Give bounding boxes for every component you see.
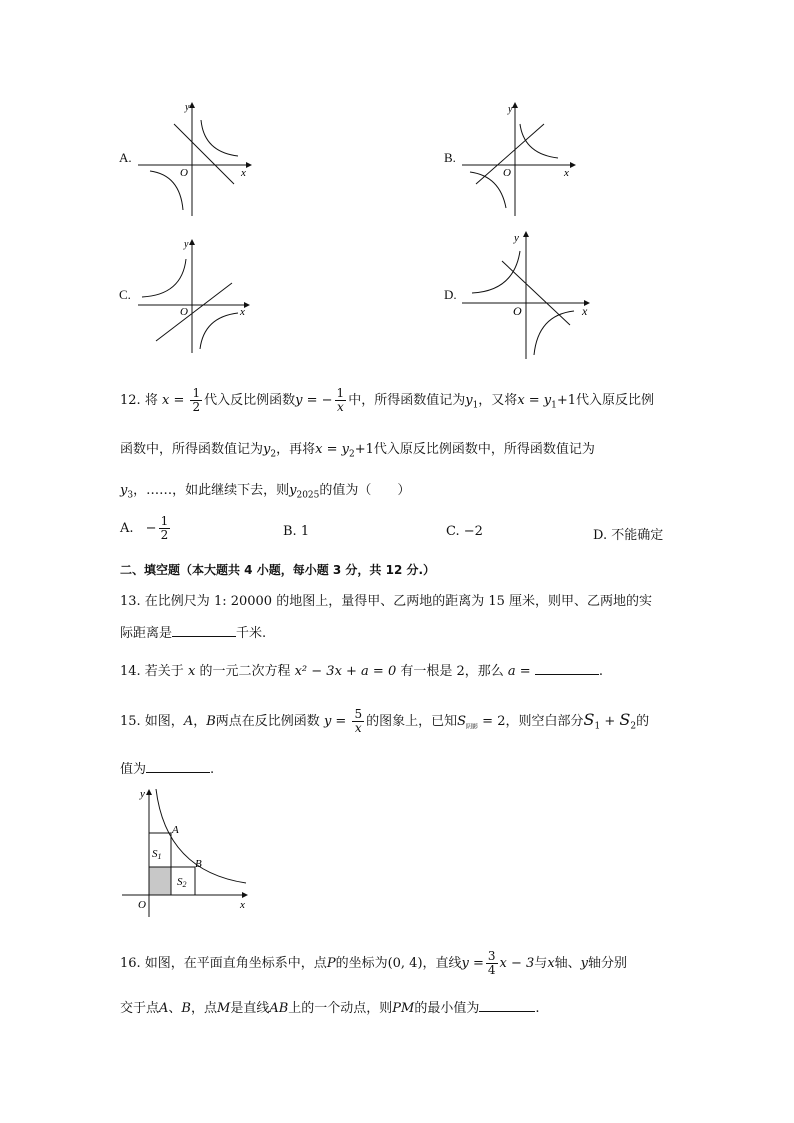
graph-c-origin: O	[180, 306, 188, 318]
q13-text: 千米.	[236, 626, 267, 641]
graph-c-x-label: x	[240, 306, 245, 318]
q15-text: 的	[636, 714, 650, 729]
q16-text: 的最小值为	[414, 1001, 480, 1016]
q16-line1	[120, 950, 627, 977]
q15-s2: S	[619, 710, 631, 729]
section-2-title: 二、填空题（本大题共 4 小题，每小题 3 分，共 12 分.）	[120, 563, 436, 577]
q12-text: +1代入原反比例函数中，所得函数值记为	[354, 442, 595, 457]
q12-text: ，再将	[276, 442, 316, 457]
q14-line	[120, 660, 603, 682]
q15-fig-s2-label: S2	[177, 876, 187, 889]
q12-text: 中，所得函数值记为	[348, 393, 466, 408]
q16-line-ab: AB	[269, 1001, 289, 1016]
q12-line2	[120, 440, 595, 465]
q12-option-c: C. −2	[446, 524, 483, 539]
q12-half-num: 1	[192, 386, 201, 400]
q12-y3: y	[120, 483, 128, 498]
q12-option-a-num: 1	[160, 514, 169, 528]
q15-s1: S	[583, 710, 595, 729]
q15-text: 15. 如图，	[120, 714, 184, 729]
q12-text: 将	[144, 393, 158, 408]
q15-text: .	[210, 762, 215, 777]
graph-b	[462, 100, 577, 218]
q16-fraction	[486, 950, 498, 977]
q12-text: +1代入原反比例	[556, 393, 655, 408]
q12-y2025-sub: 2025	[296, 490, 320, 501]
q12-text: 的值为（ ）	[319, 483, 411, 498]
q12-inv-den: x	[336, 400, 344, 414]
q12-option-a-sign: −	[145, 521, 157, 536]
q15-text: ，则空白部分	[505, 714, 584, 729]
q14-a-eq: a =	[507, 664, 531, 679]
q12-option-d: D. 不能确定	[593, 528, 664, 543]
q12-inv-fraction	[335, 387, 347, 414]
q16-num: 3	[487, 949, 496, 963]
q14-text: 的一元二次方程	[199, 664, 291, 679]
q12-option-a-fraction	[159, 515, 171, 542]
q16-text: 交于点	[120, 1001, 160, 1016]
q12-y2025: y	[289, 483, 297, 498]
q15-text: = 2	[478, 714, 506, 729]
graph-c	[138, 237, 253, 355]
q15-y-eq: y =	[323, 714, 347, 729]
q12-text: ，……，如此继续下去，则	[133, 483, 290, 498]
q12-y-eq: y = −	[295, 393, 333, 408]
option-d-label: D.	[444, 287, 457, 302]
q15-text: 值为	[120, 762, 147, 777]
q16-text: 上的一个动点，则	[288, 1001, 393, 1016]
graph-d	[462, 229, 592, 361]
q15-fig-origin: O	[138, 899, 146, 911]
q15-figure	[118, 785, 253, 920]
q15-point-a: A	[183, 714, 194, 729]
q16-y-eq: y =	[461, 956, 484, 971]
q12-y2-sub: 2	[270, 449, 277, 460]
q15-point-b: B	[206, 714, 216, 729]
graph-b-x-label: x	[564, 167, 569, 179]
graph-d-y-label: y	[514, 232, 519, 244]
q16-point-m: M	[217, 1001, 231, 1016]
q13-answer-blank[interactable]	[172, 622, 236, 637]
q16-expr: x − 3	[499, 956, 535, 971]
q12-y2: y	[263, 442, 271, 457]
q15-answer-blank[interactable]	[146, 758, 210, 773]
q15-fraction	[352, 708, 364, 735]
q12-option-a-den: 2	[160, 528, 169, 542]
q13-text: 际距离是	[120, 626, 173, 641]
q15-s2-sub: 2	[630, 721, 637, 732]
q16-point-b: B	[181, 1001, 191, 1016]
q15-s-shade-sub: 阴影	[466, 723, 479, 731]
graph-d-x-label: x	[582, 304, 588, 318]
q14-text: 有一根是 2，那么	[400, 664, 504, 679]
q16-text: 轴、	[554, 956, 581, 971]
q12-line1	[120, 387, 654, 416]
q15-fig-s1-label: S1	[152, 848, 162, 861]
q15-text: 两点在反比例函数	[215, 714, 320, 729]
q15-fig-point-a: A	[172, 824, 179, 836]
q12-option-a-label: A.	[120, 521, 134, 536]
q14-text: 14. 若关于	[120, 664, 184, 679]
q12-y1-sub: 1	[472, 400, 479, 411]
q14-equation: x² − 3x + a = 0	[294, 664, 397, 679]
q14-text: .	[598, 664, 603, 679]
graph-d-origin: O	[513, 304, 522, 318]
q12-line3	[120, 481, 410, 506]
option-c-label: C.	[119, 287, 131, 302]
q15-text: 的图象上，已知	[366, 714, 458, 729]
q16-x: x	[547, 956, 555, 971]
q15-line1	[120, 708, 649, 738]
q15-fig-y-label: y	[140, 788, 145, 800]
q14-x: x	[187, 664, 196, 679]
option-b-label: B.	[444, 150, 456, 165]
q16-den: 4	[487, 963, 496, 977]
q16-text: 16. 如图，在平面直角坐标系中，点	[120, 956, 327, 971]
q12-option-b: B. 1	[283, 524, 310, 539]
q12-inv-num: 1	[336, 386, 345, 400]
q13-line1: 13. 在比例尺为 1: 20000 的地图上，量得甲、乙两地的距离为 15 厘米，则甲、乙两地的实	[120, 594, 653, 609]
q16-text: 、	[168, 1001, 182, 1016]
graph-a-origin: O	[180, 167, 188, 179]
q13-line2	[120, 622, 266, 644]
q16-text: .	[535, 1001, 540, 1016]
q15-shaded-region	[149, 867, 171, 895]
option-a-label: A.	[119, 150, 132, 165]
q15-plus: +	[600, 714, 620, 729]
q16-text: 轴分别	[588, 956, 628, 971]
q16-answer-blank[interactable]	[479, 997, 535, 1012]
q12-y1: y	[465, 393, 473, 408]
q15-line2	[120, 758, 214, 780]
q14-answer-blank[interactable]	[535, 660, 599, 675]
q12-x-eq-y1: x = y	[517, 393, 552, 408]
q12-x-eq: x =	[161, 393, 185, 408]
q16-text: 的坐标为(0, 4)，直线	[335, 956, 462, 971]
q15-s1-sub: 1	[594, 721, 601, 732]
graph-a-x-label: x	[241, 167, 246, 179]
graph-a	[138, 100, 253, 218]
q12-text: 函数中，所得函数值记为	[120, 442, 264, 457]
q16-text: ，点	[190, 1001, 217, 1016]
q16-point-p: P	[326, 956, 336, 971]
graph-a-y-label: y	[185, 102, 190, 113]
graph-b-origin: O	[503, 167, 511, 179]
q15-num: 5	[354, 707, 363, 721]
q12-x-eq-y2-sub: 2	[348, 449, 355, 460]
q12-text: 代入反比例函数	[204, 393, 296, 408]
q12-x-eq-y2: x = y	[315, 442, 349, 457]
q15-fig-point-b: B	[195, 858, 202, 870]
q15-text: ，	[193, 714, 207, 729]
q12-option-a	[120, 515, 172, 542]
q12-y3-sub: 3	[127, 490, 134, 501]
q12-number: 12.	[120, 393, 141, 408]
q15-fig-x-label: x	[240, 899, 245, 911]
q16-segment-pm: PM	[392, 1001, 415, 1016]
q16-text: 与	[534, 956, 548, 971]
q12-half-fraction	[190, 387, 202, 414]
q15-s-shade: S	[457, 714, 467, 729]
q12-x-eq-y1-sub: 1	[551, 400, 557, 411]
graph-b-y-label: y	[508, 104, 513, 115]
q12-half-den: 2	[192, 400, 201, 414]
graph-c-y-label: y	[184, 239, 189, 250]
q16-point-a: A	[159, 1001, 169, 1016]
q16-text: 是直线	[230, 1001, 270, 1016]
q16-y: y	[580, 956, 589, 971]
q15-den: x	[354, 721, 362, 735]
q12-text: ，又将	[478, 393, 518, 408]
q16-line2	[120, 997, 540, 1019]
